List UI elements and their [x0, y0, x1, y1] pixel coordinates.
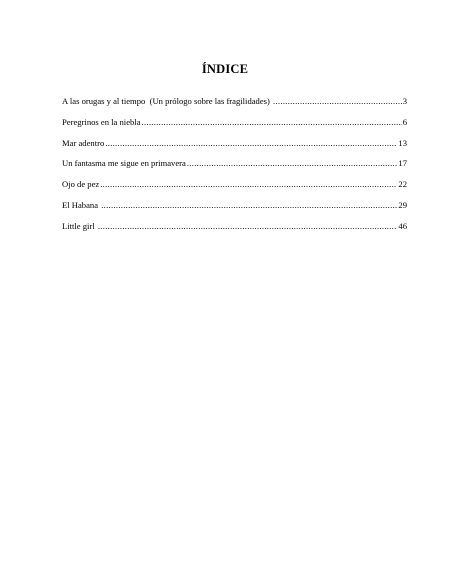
dot-leader: [142, 117, 402, 127]
toc-entry-label: A las orugas y al tiempo (Un prólogo sobre las fragilidades): [62, 96, 273, 106]
dot-leader: [100, 179, 397, 189]
toc-entry[interactable]: [62, 138, 407, 159]
dot-leader: [273, 96, 402, 106]
dot-leader: [187, 158, 398, 168]
toc-entry-page-number: 29: [398, 199, 407, 210]
toc-entry[interactable]: [62, 179, 407, 200]
toc-entry[interactable]: [62, 117, 407, 138]
toc-entry-page-number: 22: [398, 179, 407, 190]
toc-entry-label: Little girl: [62, 220, 97, 231]
toc-entry-page-number: 6: [402, 116, 407, 127]
toc-entry[interactable]: [62, 158, 407, 179]
toc-entry-page-number: 46: [398, 220, 407, 231]
toc-entry-label: Ojo de pez: [62, 179, 100, 190]
toc-entry[interactable]: [62, 221, 407, 242]
toc-entry-label: Mar adentro: [62, 137, 105, 148]
toc-entry-page-number: 3: [402, 96, 407, 106]
dot-leader: [98, 221, 398, 231]
toc-entry-label: El Habana: [62, 199, 101, 210]
dot-leader: [101, 200, 397, 210]
toc-entry-label: Un fantasma me sigue en primavera: [62, 158, 186, 169]
dot-leader: [105, 138, 397, 148]
index-title: ÍNDICE: [201, 62, 249, 76]
toc-entry-page-number: 17: [398, 158, 407, 169]
toc-entry-label: Peregrinos en la niebla: [62, 116, 141, 127]
toc-entry-page-number: 13: [398, 137, 407, 148]
table-of-contents: [62, 96, 407, 242]
toc-entry[interactable]: [62, 200, 407, 221]
toc-entry[interactable]: [62, 96, 407, 117]
